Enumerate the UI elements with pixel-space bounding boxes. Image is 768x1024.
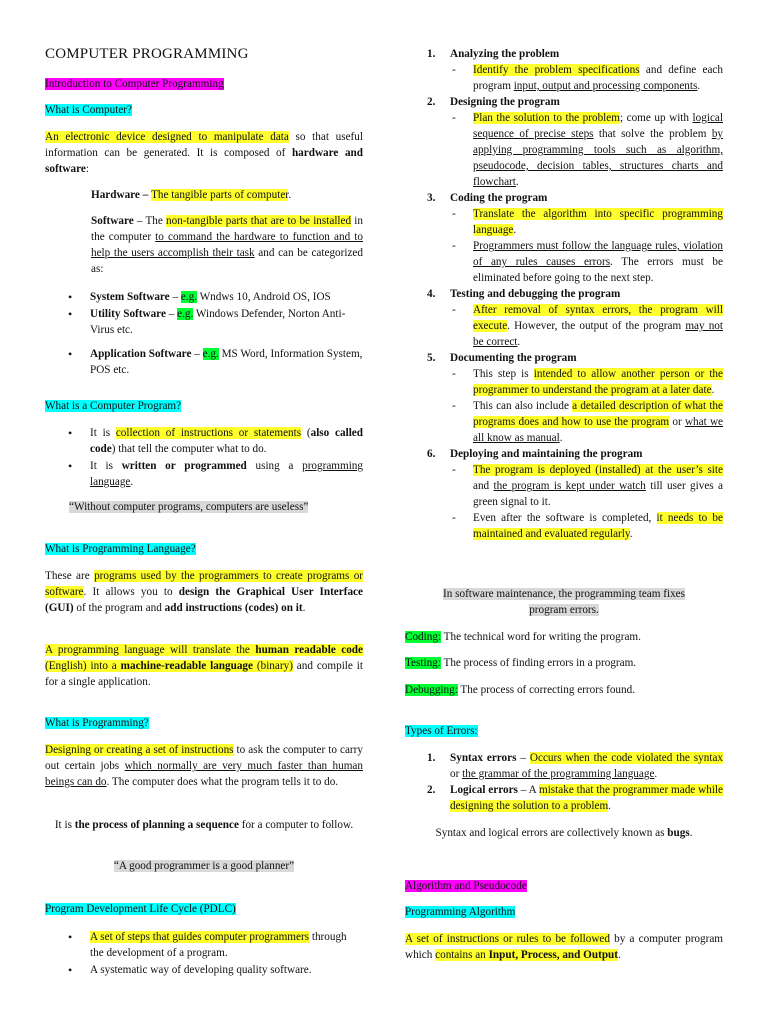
programming-language-translation: A programming language will translate the human readable code (English) into a machine-readable language (binary) and compile it for a single application. <box>45 644 363 688</box>
coding-definition: Coding: The technical word for writing the program. <box>405 631 641 643</box>
list-item: • Utility Software – e.g. Windows Defender, Norton Anti-Virus etc. <box>45 306 363 338</box>
list-item: - Translate the algorithm into specific programming language. <box>450 206 723 238</box>
list-item: • It is written or programmed using a programming language. <box>45 458 363 490</box>
algorithm-pseudocode-heading: Algorithm and Pseudocode <box>405 880 527 892</box>
list-item: 2. Logical errors – A mistake that the programmer made while designing the solution to a problem. <box>427 784 723 812</box>
question-what-is-program: What is a Computer Program? <box>45 400 182 412</box>
maintenance-note: In software maintenance, the programming team fixes program errors. <box>443 588 685 616</box>
testing-definition: Testing: The process of finding errors in a program. <box>405 657 637 669</box>
programming-language-definition: These are programs used by the programmers to create programs or software. It allows you to design the Graphical User Interface (GUI) of the program and add instructions (codes) on it. <box>45 570 364 614</box>
question-programming-language: What is Programming Language? <box>45 543 196 555</box>
pdlc-heading: Program Development Life Cycle (PDLC) <box>45 903 236 915</box>
software-definition: Software – The non-tangible parts that are to be installed in the computer to command the hardware to function and to help the users accomplish their task and can be categorized as: <box>91 215 364 275</box>
list-item: - Even after the software is completed, it needs to be maintained and evaluated regularly. <box>450 510 723 542</box>
bugs-statement: Syntax and logical errors are collectively known as bugs. <box>435 827 693 839</box>
question-what-is-computer: What is Computer? <box>45 104 132 116</box>
list-item: - Plan the solution to the problem; come up with logical sequence of precise steps that solve the problem by applying programming tools such as algorithm, pseudocode, decision tables, structures charts and flowchart. <box>450 110 723 190</box>
list-item: - The program is deployed (installed) at the user’s site and the program is kept under watch till user gives a green signal to it. <box>450 462 723 510</box>
list-item: • System Software – e.g. Wndws 10, Android OS, IOS <box>45 289 363 305</box>
programming-planning-statement: It is the process of planning a sequence for a computer to follow. <box>54 819 354 831</box>
list-item: • A set of steps that guides computer programmers through the development of a program. <box>45 929 363 961</box>
error-types-list <box>405 750 723 814</box>
list-item: • It is collection of instructions or statements (also called code) that tell the computer what to do. <box>45 425 363 457</box>
types-of-errors-heading: Types of Errors: <box>405 725 478 737</box>
list-item: - This step is intended to allow another person or the programmer to understand the program at a later date. <box>450 366 723 398</box>
software-categories-list <box>45 289 363 379</box>
programming-definition: Designing or creating a set of instructions to ask the computer to carry out certain jobs which normally are very much faster than human beings can do. The computer does what the program tells it to do. <box>45 744 363 788</box>
debugging-definition: Debugging: The process of correcting errors found. <box>405 684 636 696</box>
quote-programs-useless: “Without computer programs, computers are useless” <box>69 501 309 513</box>
list-item: - Programmers must follow the language rules, violation of any rules causes errors. The errors must be eliminated before going to the next step. <box>450 238 723 286</box>
pdlc-step-4: 4. Testing and debugging the program - After removal of syntax errors, the program will execute. However, the output of the program may not be correct. <box>405 286 723 350</box>
pdlc-step-6: 6. Deploying and maintaining the program - The program is deployed (installed) at the user’s site and the program is kept under watch till user gives a green signal to it. - Even after the software is completed, it needs to be maintained and evaluated regularly. <box>405 446 723 542</box>
hardware-definition: Hardware – The tangible parts of computer. <box>91 189 292 201</box>
computer-definition: An electronic device designed to manipulate data so that useful information can be generated. It is composed of hardware and software: <box>45 131 363 175</box>
pdlc-step-1: 1. Analyzing the problem - Identify the problem specifications and define each program input, output and processing components. <box>405 46 723 94</box>
programming-algorithm-heading: Programming Algorithm <box>405 906 516 918</box>
list-item: 1. Syntax errors – Occurs when the code violated the syntax or the grammar of the programming language. <box>427 752 724 780</box>
list-item: • Application Software – e.g. MS Word, Information System, POS etc. <box>45 346 363 378</box>
section-intro-heading: Introduction to Computer Programming <box>45 78 224 90</box>
list-item: - After removal of syntax errors, the program will execute. However, the output of the program may not be correct. <box>450 302 723 350</box>
list-item: - This can also include a detailed description of what the programs does and how to use the program or what we all know as manual. <box>450 398 723 446</box>
pdlc-step-2: 2. Designing the program - Plan the solution to the problem; come up with logical sequence of precise steps that solve the problem by applying programming tools such as algorithm, pseudocode, decision tables, structures charts and flowchart. <box>405 94 723 190</box>
pdlc-step-3: 3. Coding the program - Translate the algorithm into specific programming language. - Programmers must follow the language rules, violation of any rules causes errors. The errors must be eliminated before going to the next step. <box>405 190 723 286</box>
question-what-is-programming: What is Programming? <box>45 717 149 729</box>
pdlc-bullets <box>45 929 363 979</box>
document-title: COMPUTER PROGRAMMING <box>45 46 249 62</box>
pdlc-step-5: 5. Documenting the program - This step is intended to allow another person or the programmer to understand the program at a later date. - This can also include a detailed description of what the programs does and how to use the program or what we all know as manual. <box>405 350 723 446</box>
algorithm-definition: A set of instructions or rules to be followed by a computer program which contains an Input, Process, and Output. <box>405 933 723 961</box>
program-bullets <box>45 425 363 491</box>
list-item: - Identify the problem specifications and define each program input, output and processing components. <box>450 62 723 94</box>
pdlc-steps <box>405 46 723 542</box>
quote-good-planner: “A good programmer is a good planner” <box>113 860 295 872</box>
list-item: • A systematic way of developing quality software. <box>45 962 363 978</box>
